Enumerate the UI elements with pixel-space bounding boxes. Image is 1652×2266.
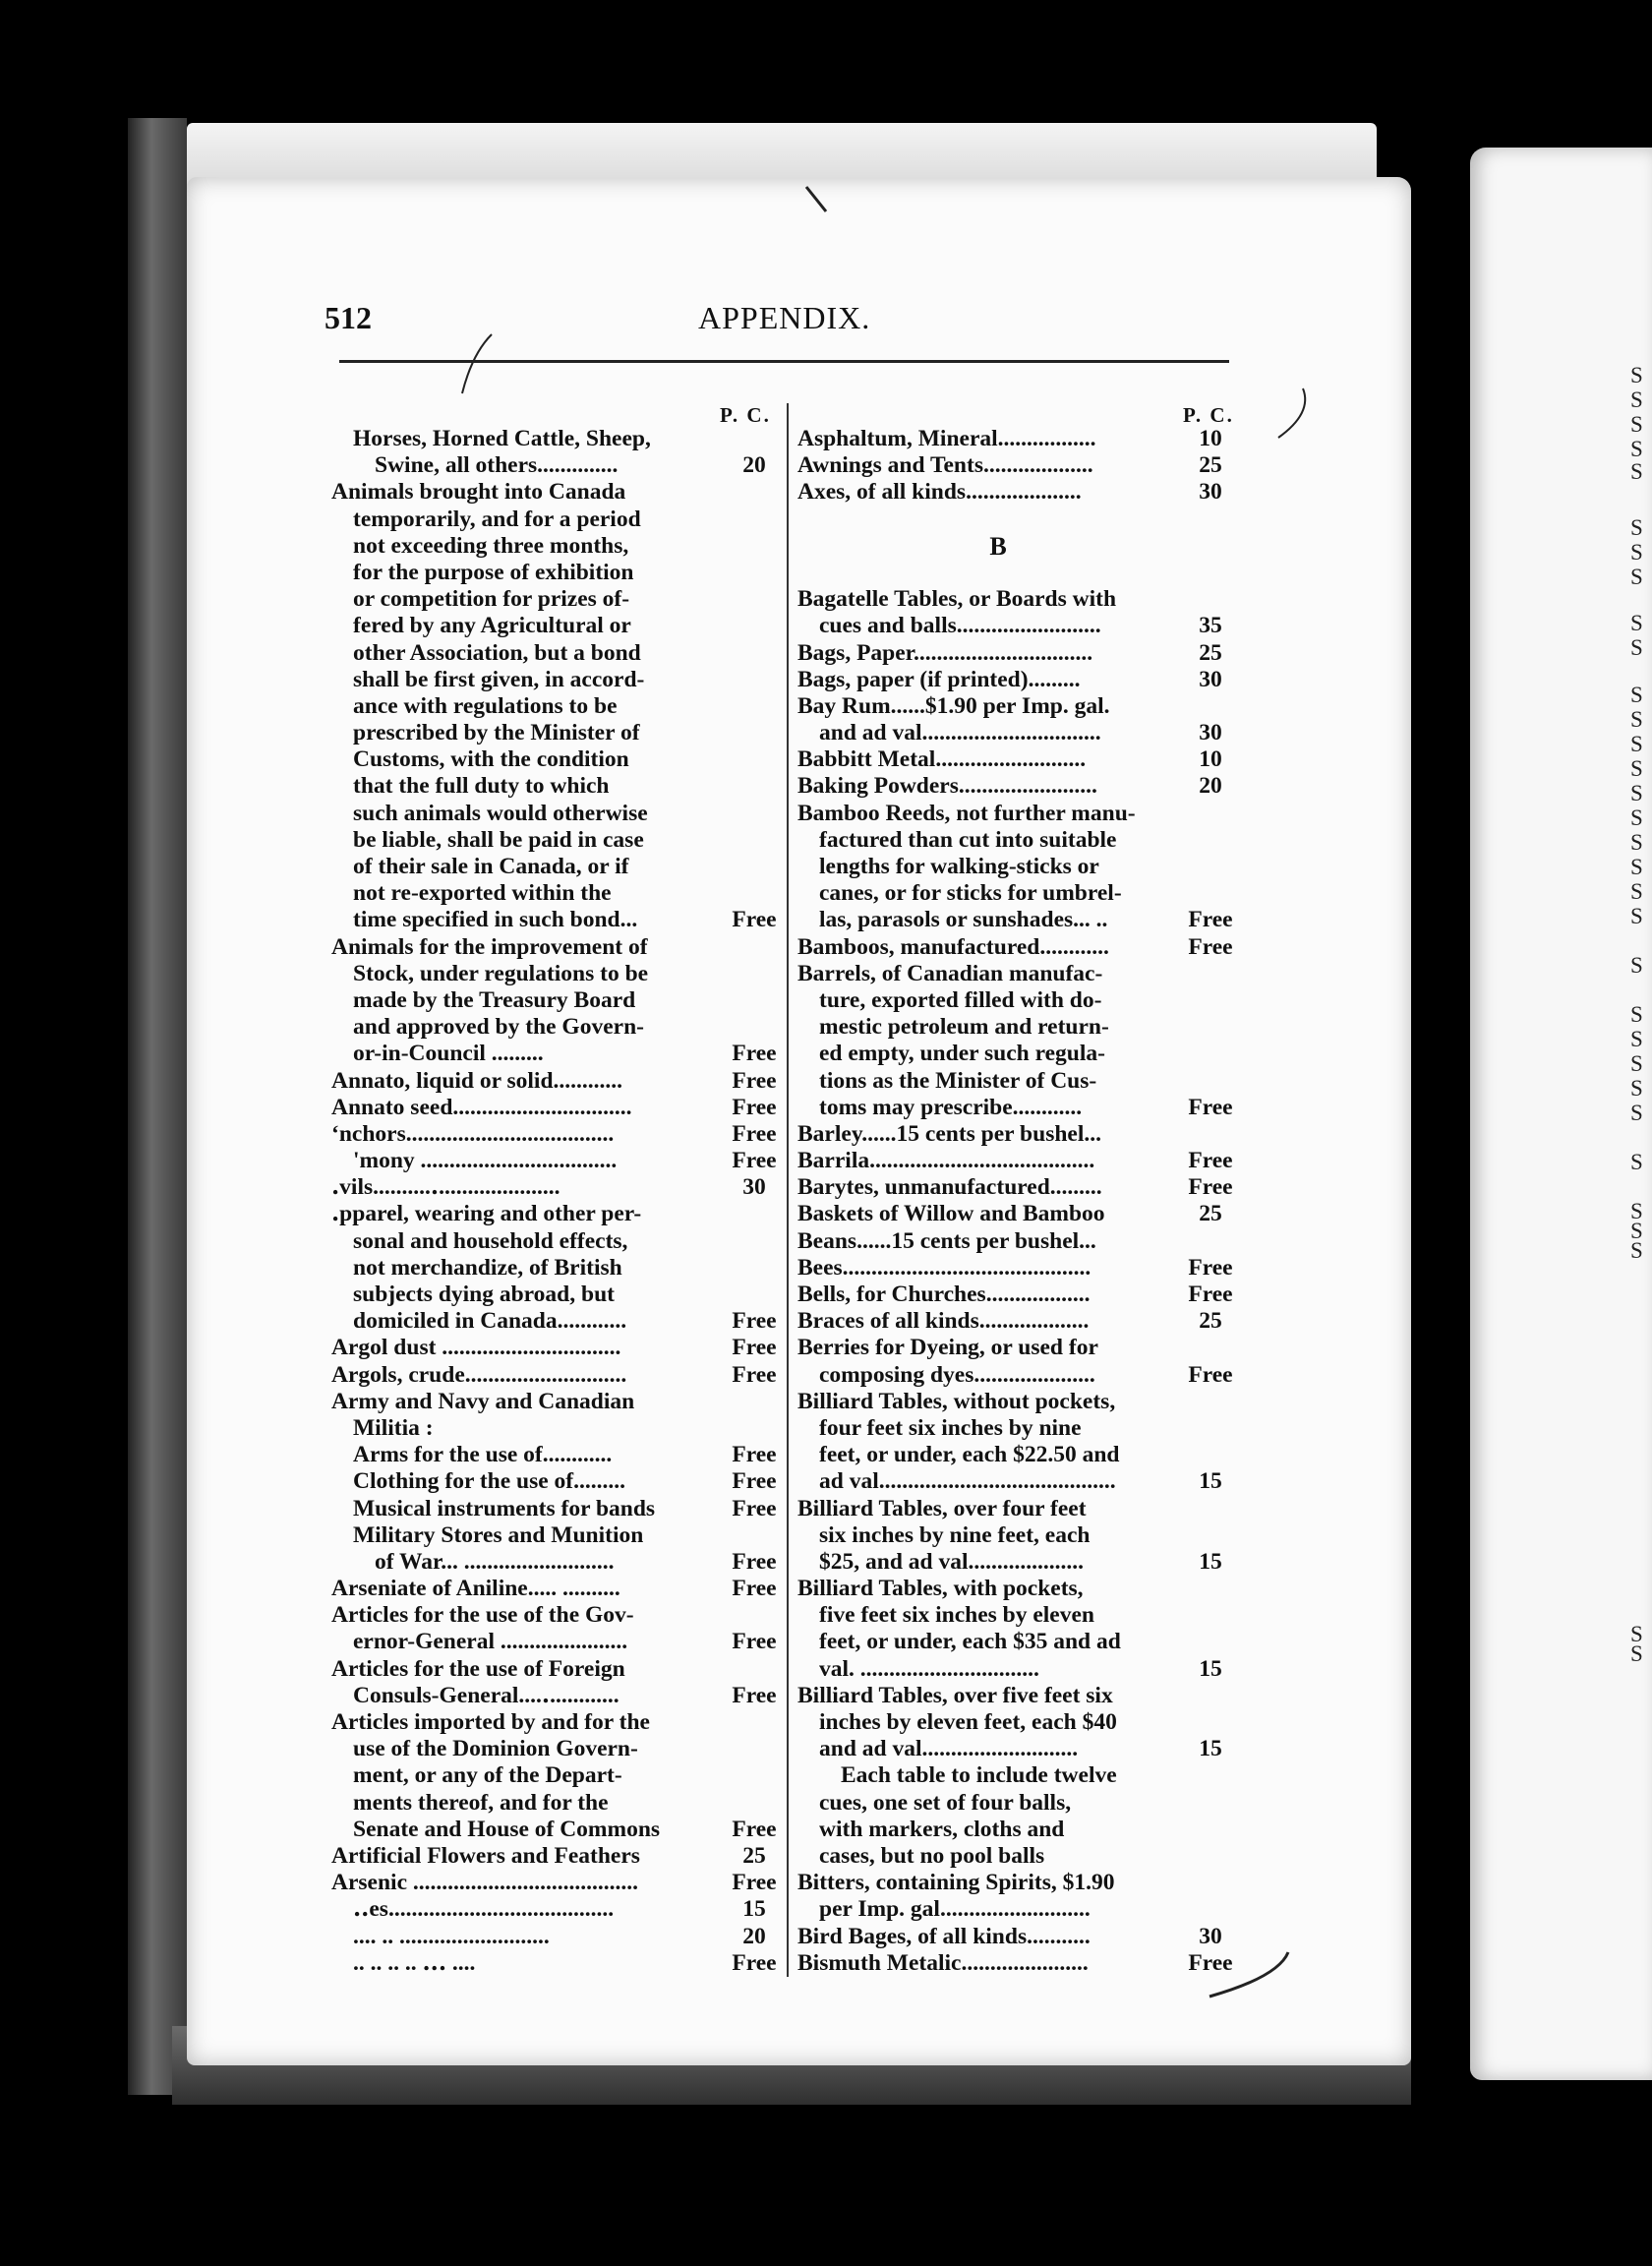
entry-text: Arsenic ....................................... <box>331 1870 639 1896</box>
entry-rate: Free <box>1188 1282 1233 1307</box>
entry-text: ad val......................................... <box>819 1468 1116 1495</box>
entry-rate: Free <box>732 1335 777 1361</box>
entry-text: Bags, paper (if printed)......... <box>797 666 1081 692</box>
entry-text: val. ............................... <box>819 1655 1039 1682</box>
entry-rate: 30 <box>1199 479 1222 506</box>
facing-page-fragment: S <box>1630 879 1643 904</box>
facing-page-fragment: S <box>1630 732 1643 756</box>
entry-rate: Free <box>732 1682 777 1708</box>
facing-page-fragment: S <box>1630 565 1643 589</box>
entry-text: Stock, under regulations to be <box>353 960 649 986</box>
entry-text: ed empty, under such regula- <box>819 1041 1105 1067</box>
entry-text: ance with regulations to be <box>353 692 618 719</box>
entry-rate: 15 <box>1199 1655 1222 1682</box>
entry-text: time specified in such bond... <box>353 907 638 933</box>
entry-rate: 30 <box>1199 720 1222 746</box>
entry-text: Bees........................................... <box>797 1254 1092 1281</box>
entry-text: factured than cut into suitable <box>819 826 1117 853</box>
entry-rate: Free <box>732 1468 777 1495</box>
pencil-mark <box>806 187 826 211</box>
entry-text: ture, exported filled with do- <box>819 986 1102 1013</box>
entry-text: cases, but no pool balls <box>819 1842 1045 1869</box>
entry-text: not re-exported within the <box>353 880 612 907</box>
entry-text: Billiard Tables, with pockets, <box>797 1576 1084 1602</box>
entry-text: canes, or for sticks for umbrel- <box>819 880 1122 907</box>
entry-text: Asphaltum, Mineral................. <box>797 426 1096 451</box>
entry-text: ment, or any of the Depart- <box>353 1762 622 1789</box>
entry-rate: Free <box>732 1576 777 1602</box>
entry-text: fered by any Agricultural or <box>353 613 631 639</box>
entry-text: Articles for the use of Foreign <box>331 1655 625 1682</box>
pencil-mark <box>462 334 492 393</box>
entry-text: Awnings and Tents................... <box>797 452 1093 479</box>
entry-text: and approved by the Govern- <box>353 1014 644 1041</box>
facing-page-fragment: S <box>1630 611 1643 635</box>
entry-rate: Free <box>1188 1949 1233 1976</box>
entry-text: made by the Treasury Board <box>353 986 636 1013</box>
entry-text: Bags, Paper............................... <box>797 639 1093 666</box>
entry-rate: 15 <box>1199 1548 1222 1575</box>
entry-rate: Free <box>1188 1094 1233 1120</box>
entry-text: other Association, but a bond <box>353 639 641 666</box>
entry-text: Artificial Flowers and Feathers <box>331 1842 640 1869</box>
entry-rate: Free <box>732 1870 777 1896</box>
entry-text: or-in-Council ......... <box>353 1041 544 1067</box>
entry-rate: Free <box>732 1548 777 1575</box>
entry-rate: 30 <box>1199 1923 1222 1949</box>
entry-text: ․pparel, wearing and other per- <box>331 1201 642 1227</box>
entry-text: feet, or under, each $22.50 and <box>819 1442 1120 1468</box>
column-header-left: P. C. <box>720 403 771 427</box>
facing-page-fragment: S <box>1630 830 1643 855</box>
entry-rate: 10 <box>1199 426 1222 451</box>
entry-text: five feet six inches by eleven <box>819 1602 1094 1629</box>
facing-page-fragment: S <box>1630 953 1643 978</box>
facing-page-fragment: S <box>1630 805 1643 830</box>
entry-text: Arseniate of Aniline..... .......... <box>331 1576 620 1602</box>
facing-page-fragment: S <box>1630 459 1643 484</box>
facing-page-fragment: S <box>1630 1219 1643 1243</box>
entry-text: Horses, Horned Cattle, Sheep, <box>353 426 651 451</box>
entry-rate: Free <box>1188 1174 1233 1201</box>
entry-text: Bitters, containing Spirits, $1.90 <box>797 1870 1115 1896</box>
entry-text: Baking Powders........................ <box>797 773 1097 800</box>
entry-text: ․․es....................................... <box>353 1896 615 1923</box>
entry-text: or competition for prizes of- <box>353 586 630 613</box>
entry-text: Annato seed............................... <box>331 1094 632 1120</box>
entry-text: Bamboos, manufactured............ <box>797 933 1109 960</box>
entry-text: Billiard Tables, over five feet six <box>797 1682 1113 1708</box>
facing-page-fragment: S <box>1630 781 1643 805</box>
entry-rate: Free <box>732 1308 777 1335</box>
entry-text: use of the Dominion Govern- <box>353 1736 638 1762</box>
entry-text: such animals would otherwise <box>353 800 648 826</box>
facing-page-fragment: S <box>1630 1622 1643 1646</box>
pencil-mark <box>1278 388 1305 438</box>
entry-text: ernor-General ...................... <box>353 1629 628 1655</box>
entry-text: and ad val............................... <box>819 720 1101 746</box>
entry-text: Bird Bages, of all kinds........... <box>797 1923 1091 1949</box>
entry-rate: Free <box>732 1949 777 1976</box>
facing-page-fragment: S <box>1630 412 1643 437</box>
entry-text: Army and Navy and Canadian <box>331 1388 635 1414</box>
page-number: 512 <box>324 300 372 335</box>
entry-rate: Free <box>732 1816 777 1842</box>
entry-text: that the full duty to which <box>353 773 610 800</box>
entry-text: per Imp. gal.......................... <box>819 1896 1091 1923</box>
facing-page-fragment: S <box>1630 363 1643 388</box>
entry-text: Annato, liquid or solid............ <box>331 1067 623 1094</box>
facing-page-fragment: S <box>1630 1641 1643 1666</box>
entry-text: subjects dying abroad, but <box>353 1282 615 1307</box>
entry-text: toms may prescribe............ <box>819 1094 1083 1120</box>
entry-text: Bismuth Metalic...................... <box>797 1949 1089 1976</box>
entry-text: Bagatelle Tables, or Boards with <box>797 586 1117 613</box>
entry-text: sonal and household effects, <box>353 1227 628 1254</box>
entry-text: six inches by nine feet, each <box>819 1521 1091 1548</box>
facing-page-fragment: S <box>1630 635 1643 660</box>
entry-text: Braces of all kinds................... <box>797 1308 1090 1335</box>
entry-rate: Free <box>732 1148 777 1174</box>
entry-rate: Free <box>732 1442 777 1468</box>
entry-rate: 10 <box>1199 746 1222 773</box>
entry-text: Animals brought into Canada <box>331 479 626 506</box>
entry-text: .... .. .......................... <box>353 1923 550 1949</box>
facing-page-fragment: S <box>1630 515 1643 540</box>
entry-text: Each table to include twelve <box>841 1762 1117 1789</box>
entry-text: four feet six inches by nine <box>819 1414 1082 1441</box>
entry-text: cues, one set of four balls, <box>819 1789 1072 1816</box>
entry-text: Billiard Tables, without pockets, <box>797 1388 1116 1414</box>
pencil-mark <box>1210 1952 1288 1997</box>
facing-page-fragment: S <box>1630 388 1643 412</box>
entry-text: prescribed by the Minister of <box>353 720 640 746</box>
entry-rate: 25 <box>742 1842 766 1869</box>
entry-rate: Free <box>732 1120 777 1147</box>
entry-rate: Free <box>1188 1361 1233 1388</box>
entry-rate: 25 <box>1199 1308 1222 1335</box>
facing-page-fragment: S <box>1630 855 1643 879</box>
entry-text: tions as the Minister of Cus- <box>819 1067 1097 1094</box>
entry-text: domiciled in Canada............ <box>353 1308 627 1335</box>
entry-rate: Free <box>732 1041 777 1067</box>
entry-text: Bamboo Reeds, not further manu- <box>797 800 1136 826</box>
facing-page-fragment: S <box>1630 1002 1643 1027</box>
entry-text: temporarily, and for a period <box>353 506 641 532</box>
entry-text: $25, and ad val.................... <box>819 1548 1084 1575</box>
facing-page-fragment: S <box>1630 904 1643 928</box>
entry-text: with markers, cloths and <box>819 1816 1065 1842</box>
entry-text: Military Stores and Munition <box>353 1521 644 1548</box>
entry-rate: 20 <box>742 452 766 479</box>
entry-text: ‘nchors.................................... <box>331 1120 615 1147</box>
entry-text: composing dyes..................... <box>819 1361 1095 1388</box>
entry-text: Clothing for the use of......... <box>353 1468 625 1495</box>
entry-rate: 25 <box>1199 452 1222 479</box>
entry-text: Beans......15 cents per bushel... <box>797 1227 1096 1254</box>
entry-rate: Free <box>1188 933 1233 960</box>
entry-text: Babbitt Metal.......................... <box>797 746 1087 773</box>
entry-text: Berries for Dyeing, or used for <box>797 1335 1098 1361</box>
entry-rate: Free <box>732 907 777 933</box>
entry-text: inches by eleven feet, each $40 <box>819 1709 1117 1735</box>
entry-text: Argol dust ............................... <box>331 1335 621 1361</box>
entry-text: Baskets of Willow and Bamboo <box>797 1201 1105 1227</box>
facing-page-fragment: S <box>1630 1027 1643 1051</box>
entry-text: Musical instruments for bands <box>353 1495 656 1521</box>
entry-text: Bay Rum......$1.90 per Imp. gal. <box>797 692 1110 719</box>
facing-page-fragment: S <box>1630 540 1643 565</box>
entry-text: not exceeding three months, <box>353 532 629 559</box>
entry-text: Axes, of all kinds.................... <box>797 479 1082 506</box>
entry-text: Billiard Tables, over four feet <box>797 1495 1087 1521</box>
entry-text: Customs, with the condition <box>353 746 629 773</box>
entry-rate: 25 <box>1199 1201 1222 1227</box>
entry-text: Consuls-General....․............ <box>353 1682 620 1708</box>
entry-text: Animals for the improvement of <box>331 933 648 960</box>
entry-text: shall be first given, in accord- <box>353 666 645 692</box>
entry-text: Argols, crude............................ <box>331 1361 627 1388</box>
entry-text: feet, or under, each $35 and ad <box>819 1629 1121 1655</box>
entry-rate: Free <box>1188 907 1233 933</box>
entry-rate: 35 <box>1199 613 1222 639</box>
facing-page-fragment: S <box>1630 756 1643 781</box>
entry-text: las, parasols or sunshades... .. <box>819 907 1108 933</box>
entry-text: Swine, all others.............. <box>375 452 619 479</box>
facing-page-fragment: S <box>1630 1238 1643 1263</box>
entry-text: Militia : <box>353 1414 434 1441</box>
entry-text: ․vils..........․..................... <box>331 1174 560 1201</box>
entry-text: 'mony .................................. <box>353 1148 618 1174</box>
entry-text: Barytes, unmanufactured......... <box>797 1174 1102 1201</box>
facing-page-fragment: S <box>1630 683 1643 707</box>
running-head: APPENDIX. <box>698 300 871 335</box>
entry-rate: Free <box>732 1361 777 1388</box>
entry-text: Articles imported by and for the <box>331 1709 650 1735</box>
facing-page-fragment: S <box>1630 1101 1643 1125</box>
entry-text: Senate and House of Commons <box>353 1816 661 1842</box>
facing-page-fragment: S <box>1630 1199 1643 1223</box>
entry-rate: 15 <box>1199 1468 1222 1495</box>
facing-page-fragment: S <box>1630 1076 1643 1101</box>
entry-rate: 30 <box>742 1174 766 1201</box>
entry-text: Bells, for Churches.................. <box>797 1282 1091 1307</box>
entry-rate: Free <box>732 1067 777 1094</box>
section-heading: B <box>989 531 1007 561</box>
entry-text: .. .. .. .. ․․․ .... <box>353 1949 476 1976</box>
entry-text: Barley......15 cents per bushel... <box>797 1120 1101 1147</box>
facing-page-fragment: S <box>1630 1150 1643 1174</box>
entry-rate: 20 <box>742 1923 766 1949</box>
entry-rate: Free <box>1188 1254 1233 1281</box>
entry-rate: Free <box>732 1629 777 1655</box>
facing-page-fragment: S <box>1630 1051 1643 1076</box>
entry-text: Articles for the use of the Gov- <box>331 1602 634 1629</box>
entry-text: Arms for the use of............ <box>353 1442 613 1468</box>
column-header-right: P. C. <box>1183 403 1234 427</box>
entry-text: be liable, shall be paid in case <box>353 826 644 853</box>
entry-text: lengths for walking-sticks or <box>819 854 1099 879</box>
entry-text: cues and balls......................... <box>819 613 1101 639</box>
entry-rate: Free <box>1188 1148 1233 1174</box>
entry-rate: 20 <box>1199 773 1222 800</box>
entry-text: of their sale in Canada, or if <box>353 854 629 879</box>
entry-text: not merchandize, of British <box>353 1254 622 1281</box>
entry-text: of War... .......................... <box>375 1548 615 1575</box>
entry-rate: 30 <box>1199 666 1222 692</box>
facing-page-fragment: S <box>1630 437 1643 461</box>
entry-rate: 15 <box>1199 1736 1222 1762</box>
entry-rate: 15 <box>742 1896 766 1923</box>
entry-rate: Free <box>732 1495 777 1521</box>
entry-rate: Free <box>732 1094 777 1120</box>
facing-page-fragment: S <box>1630 707 1643 732</box>
entry-text: for the purpose of exhibition <box>353 559 634 585</box>
entry-text: ments thereof, and for the <box>353 1789 609 1816</box>
entry-rate: 25 <box>1199 639 1222 666</box>
entry-text: Barrels, of Canadian manufac- <box>797 960 1103 986</box>
entry-text: and ad val........................... <box>819 1736 1079 1762</box>
entry-text: Barrila....................................... <box>797 1148 1095 1174</box>
entry-text: mestic petroleum and return- <box>819 1014 1109 1041</box>
